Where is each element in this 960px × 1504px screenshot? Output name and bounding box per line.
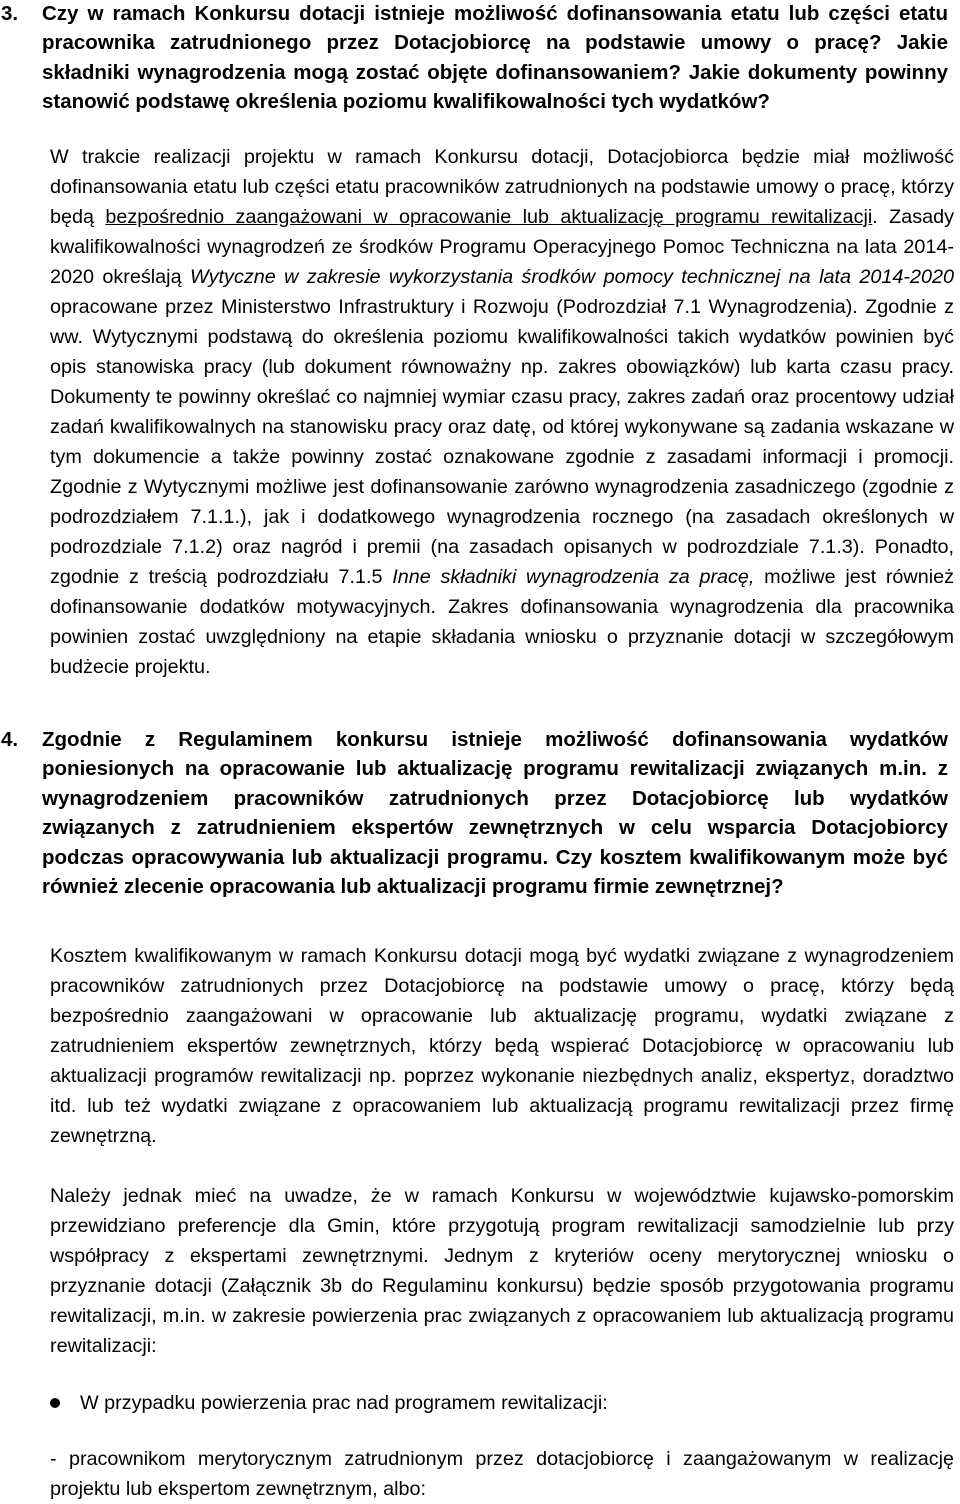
question-3 [0, 0, 948, 117]
answer-3-rules-sentence: . Zasady kwalifikowalności wynagrodzeń ze środków Programu Operacyjnego Pomoc Techniczna na lata 2014-2020 określają [50, 206, 954, 288]
answer-3-intro: W trakcie realizacji projektu w ramach Konkursu dotacji, Dotacjobiorca będzie miał możliwość dofinansowania etatu lub części etatu pracowników zatrudnionych na podstawie umowy o pracę, którzy będą [50, 146, 954, 228]
bullet-dot [50, 1398, 60, 1408]
bullet-item [50, 1388, 954, 1418]
answer-3-paragraph [50, 142, 954, 682]
answer-3-body: opracowane przez Ministerstwo Infrastruktury i Rozwoju (Podrozdział 7.1 Wynagrodzenia). Zgodnie z ww. Wytycznymi podstawą do określenia poziomu kwalifikowalności takich wydatków powinien być opis stanowiska pracy (lub dokument równoważny np. zakres obowiązków) lub karta czasu pracy. Dokumenty te powinny określać co najmniej wymiar czasu pracy, zakres zadań oraz procentowy udział zadań kwalifikowalnych na stanowisku pracy oraz datę, od której wykonywane są zadania wskazane w tym dokumencie a także powinny zostać oznakowane zgodnie z zasadami informacji i promocji. Zgodnie z Wytycznymi możliwe jest dofinansowanie zarówno wynagrodzenia zasadniczego (zgodnie z podrozdziałem 7.1.1.), jak i dodatkowego wynagrodzenia rocznego (na zasadach określonych w podrozdziale 7.1.2) oraz nagród i premii (na zasadach opisanych w podrozdziale 7.1.3). Ponadto, zgodnie z treścią podrozdziału 7.1.5 [50, 296, 954, 588]
answer-3-guidelines-title: Wytyczne w zakresie wykorzystania środków pomocy technicznej na lata 2014-2020 [190, 266, 954, 288]
answer-4-paragraph-2: Należy jednak mieć na uwadze, że w ramach Konkursu w województwie kujawsko-pomorskim przewidziano preferencje dla Gmin, które przygotują program rewitalizacji samodzielnie lub przy współpracy z ekspertami zewnętrznymi. Jednym z kryteriów oceny merytorycznej wniosku o przyznanie dotacji (Załącznik 3b do Regulaminu konkursu) będzie sposób przygotowania programu rewitalizacji, m.in. w zakresie powierzenia prac związanych z opracowaniem lub aktualizacją programu rewitalizacji: [50, 1185, 954, 1357]
question-4 [0, 725, 948, 901]
bullet-item-text: W przypadku powierzenia prac nad programem rewitalizacji: [80, 1392, 608, 1414]
answer-3-underlined-phrase: bezpośrednio zaangażowani w opracowanie lub aktualizację programu rewitalizacji [105, 206, 873, 228]
question-3-number: 3. [1, 2, 19, 25]
question-4-text: Zgodnie z Regulaminem konkursu istnieje możliwość dofinansowania wydatków poniesionych na opracowanie lub aktualizację programu rewitalizacji związanych m.in. z wynagrodzeniem pracowników zatrudnionych przez Dotacjobiorcę lub wydatków związanych z zatrudnieniem ekspertów zewnętrznych w celu wsparcia Dotacjobiorcy podczas opracowywania lub aktualizacji programu. Czy kosztem kwalifikowanym może być również zlecenie opracowania lub aktualizacji programu firmie zewnętrznej? [42, 728, 948, 899]
answer-3-subsection-title: Inne składniki wynagrodzenia za pracę, [392, 566, 755, 588]
dash-item: - pracownikom merytorycznym zatrudnionym przez dotacjobiorcę i zaangażowanym w realizację projektu lub ekspertom zewnętrznym, albo: [50, 1448, 954, 1500]
answer-4-paragraph-1: Kosztem kwalifikowanym w ramach Konkursu dotacji mogą być wydatki związane z wynagrodzeniem pracowników zatrudnionych przez Dotacjobiorcę na podstawie umowy o pracę, którzy będą bezpośrednio zaangażowani w opracowanie lub aktualizację programu, wydatki związane z zatrudnieniem ekspertów zewnętrznych, którzy będą wspierać Dotacjobiorcę w opracowaniu lub aktualizacji programów rewitalizacji np. poprzez wykonanie niezbędnych analiz, ekspertyz, doradztwo itd. lub też wydatki związane z opracowaniem lub aktualizacją programu rewitalizacji przez firmę zewnętrzną. [50, 945, 954, 1147]
question-3-text: Czy w ramach Konkursu dotacji istnieje możliwość dofinansowania etatu lub części etatu pracownika zatrudnionego przez Dotacjobiorcę na podstawie umowy o pracę? Jakie składniki wynagrodzenia mogą zostać objęte dofinansowaniem? Jakie dokumenty powinny stanowić podstawę określenia poziomu kwalifikowalności tych wydatków? [42, 2, 948, 114]
answer-3-closing: możliwe jest również dofinansowanie dodatków motywacyjnych. Zakres dofinansowania wynagrodzenia dla pracownika powinien zostać uwzględniony na etapie składania wniosku o przyznanie dotacji w szczegółowym budżecie projektu. [50, 566, 954, 678]
question-4-number: 4. [1, 728, 19, 751]
